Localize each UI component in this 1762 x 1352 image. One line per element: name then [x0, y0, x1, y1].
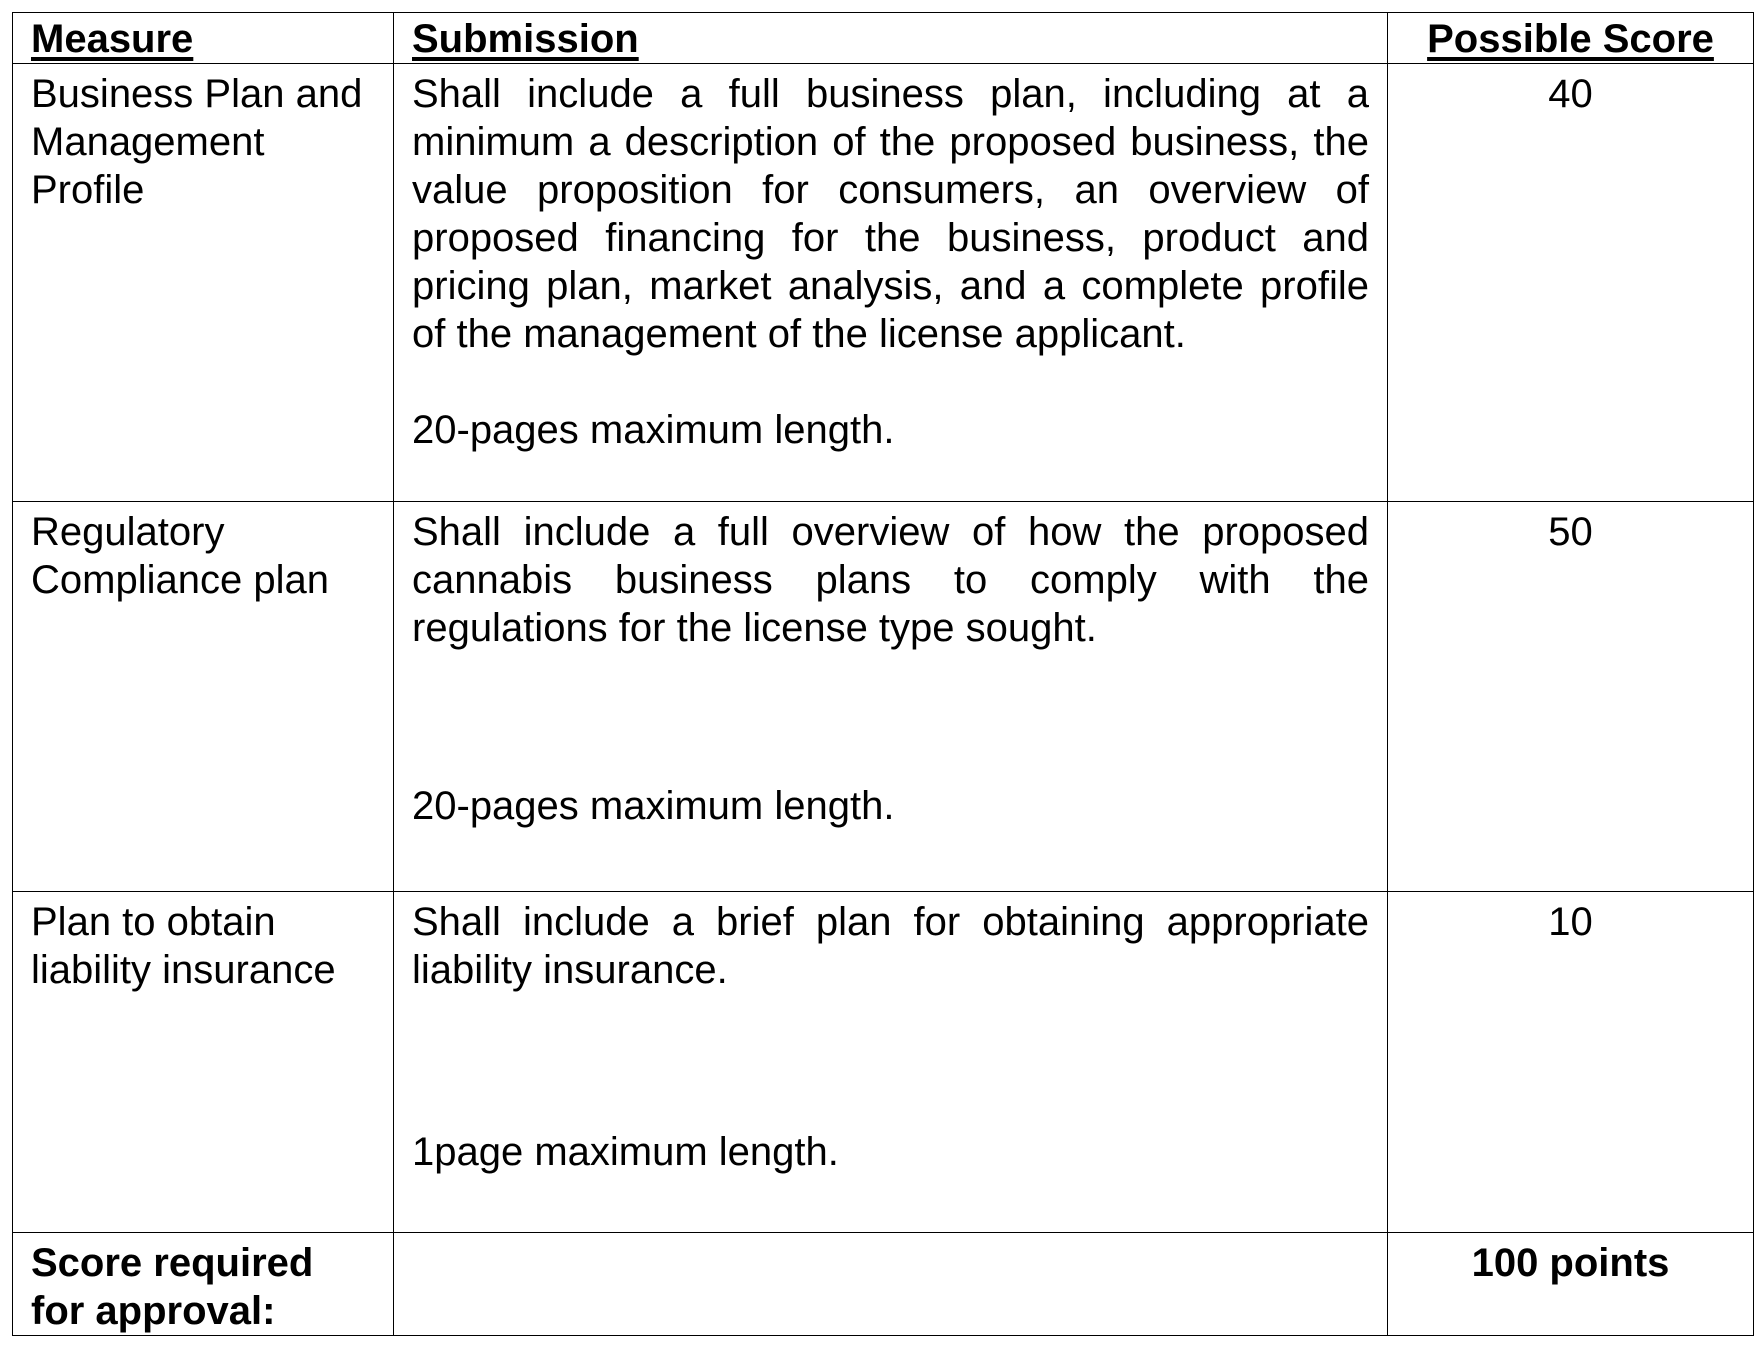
- header-possible-score: Possible Score: [1427, 17, 1714, 61]
- header-submission: Submission: [412, 17, 639, 61]
- submission-text: Shall include a full overview of how the proposed cannabis business plans to comply with the regulations for the license type sought.: [412, 510, 1369, 650]
- total-submission-empty: [394, 1233, 1387, 1239]
- possible-score-value: 10: [1548, 900, 1593, 944]
- length-note: 20-pages maximum length.: [412, 784, 895, 828]
- length-note: 20-pages maximum length.: [412, 408, 895, 452]
- measure-label: Plan to obtain liability insurance: [31, 900, 336, 992]
- header-submission-cell: [394, 13, 1388, 64]
- score-cell: [1388, 502, 1754, 892]
- possible-score-value: 50: [1548, 510, 1593, 554]
- score-cell: [1388, 64, 1754, 502]
- submission-cell: [394, 502, 1388, 892]
- measure-cell: [13, 64, 394, 502]
- total-submission-cell: [394, 1233, 1388, 1336]
- scoring-table: [12, 12, 1754, 1336]
- submission-text: Shall include a brief plan for obtaining appropriate liability insurance.: [412, 900, 1369, 992]
- total-row: [13, 1233, 1754, 1336]
- measure-cell: [13, 892, 394, 1233]
- table-row: [13, 64, 1754, 502]
- submission-text-block: [394, 892, 1387, 1176]
- possible-score-value: 40: [1548, 72, 1593, 116]
- table-header-row: [13, 13, 1754, 64]
- header-score-cell: [1388, 13, 1754, 64]
- measure-label: Regulatory Compliance plan: [31, 510, 329, 602]
- length-note: 1page maximum length.: [412, 1130, 839, 1174]
- score-required-label: Score required for approval:: [31, 1241, 314, 1333]
- table-row: [13, 502, 1754, 892]
- total-points-value: 100 points: [1471, 1241, 1670, 1285]
- header-measure: Measure: [31, 17, 194, 61]
- submission-text: Shall include a full business plan, including at a minimum a description of the proposed business, the value proposition for consumers, an overview of proposed financing for the business, product and pricing plan, market analysis, and a complete profile of the management of the license applicant.: [412, 72, 1369, 356]
- total-score-cell: [1388, 1233, 1754, 1336]
- submission-cell: [394, 892, 1388, 1233]
- submission-text-block: [394, 64, 1387, 454]
- header-measure-cell: [13, 13, 394, 64]
- measure-cell: [13, 502, 394, 892]
- score-cell: [1388, 892, 1754, 1233]
- table-row: [13, 892, 1754, 1233]
- submission-cell: [394, 64, 1388, 502]
- total-label-cell: [13, 1233, 394, 1336]
- measure-label: Business Plan and Management Profile: [31, 72, 363, 212]
- submission-text-block: [394, 502, 1387, 830]
